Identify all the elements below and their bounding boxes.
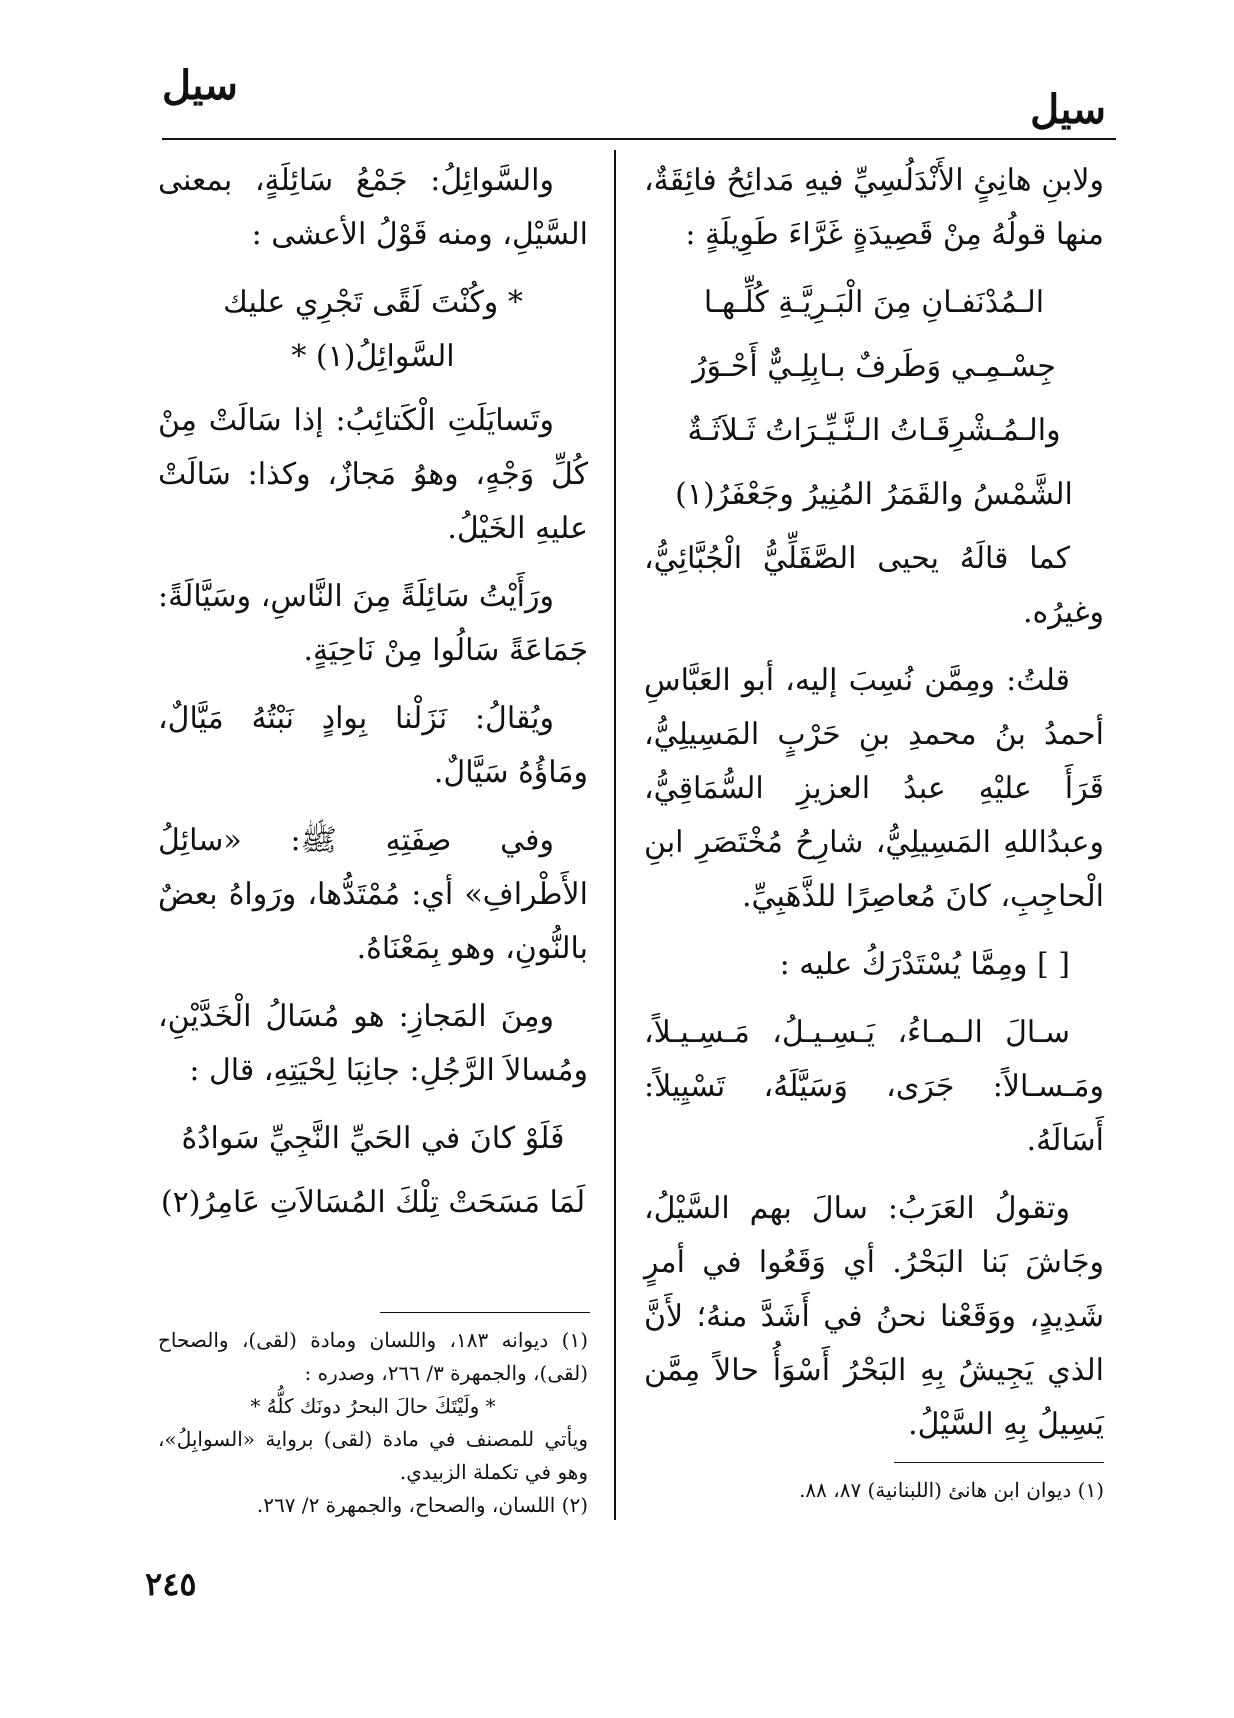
page-number: ٢٤٥ bbox=[145, 1565, 197, 1603]
verse-line: جِسْـمِـي وَطَرفٌ بـابِلِـيٌّ أَحْـوَرُ bbox=[692, 349, 1056, 384]
verse-line: والـمُـشْرِقَـاتُ الـنَّـيِّـرَاتُ ثَـلاَثَـةٌ bbox=[687, 413, 1061, 448]
paragraph: وفي صِفَتِهِ ﷺ: «سائِلُ الأَطْرافِ» أي: مُمْتَدُّها، ورَواهُ بعضٌ بالنُّونِ، وهو بِمَعْنَاهُ. bbox=[158, 823, 588, 966]
paragraph: كما قالَهُ يحيى الصَّقَلِّيُّ الْجُبَّائِيُّ، وغيرُه. bbox=[644, 541, 1104, 630]
paragraph: وتقولُ العَرَبُ: سالَ بهم السَّيْلُ، وجَاشَ بَنا البَحْرُ. أي وَقَعُوا في أمرٍ شَدِيدٍ، ووَقَعْنا نحنُ في أَشَدَّ منهُ؛ لأَنَّ الذي يَجِيشُ بِهِ البَحْرُ أَسْوَأُ حالاً مِمَّن يَسِيلُ بِهِ السَّيْلُ. bbox=[644, 1191, 1104, 1442]
footnote: (١) ديوان ابن هانئ (اللبنانية) ٨٧، ٨٨. bbox=[799, 1478, 1104, 1502]
verse-line: فَلَوْ كانَ في الحَيِّ النَّجِيِّ سَوادُهُ bbox=[181, 1121, 565, 1156]
paragraph: وتَسايَلَتِ الْكَتائِبُ: إذا سَالَتْ مِنْ كُلِّ وَجْهٍ، وهوُ مَجازٌ، وكذا: سَالَتْ عليهِ الخَيْلُ. bbox=[158, 403, 588, 546]
verse-line: الشَّمْسُ والقَمَرُ المُنِيرُ وجَعْفَرُ(١) bbox=[675, 477, 1073, 512]
paragraph: سـالَ الـمـاءُ، يَـسِـيـلُ، مَـسِـيـلاً، ومَـسـالاً: جَرَى، وَسَيَّلَهُ، تَسْيِيلاً: أَسَالَهُ. bbox=[644, 1015, 1104, 1158]
footnotes-left bbox=[158, 1324, 588, 1522]
header-rule bbox=[162, 138, 1116, 140]
right-column bbox=[644, 154, 1104, 1466]
verse-line: * وكُنْتَ لَقًى تَجْرِي عليك السَّوائِلُ(١) * bbox=[223, 285, 523, 374]
paragraph: قلتُ: ومِمَّن نُسِبَ إليه، أبو العَبَّاسِ أحمدُ بنُ محمدِ بنِ حَرْبٍ المَسِيلِيُّ، قَرَأَ عليْهِ عبدُ العزيزِ السُّمَاقِيُّ، وعبدُاللهِ المَسِيلِيُّ، شارِحُ مُخْتَصَرِ ابنِ الْحاجِبِ، كانَ مُعاصِرًا للذَّهَبِيِّ. bbox=[644, 663, 1104, 914]
paragraph: ومِنَ المَجازِ: هو مُسَالُ الْخَدَّيْنِ، ومُسالاَ الرَّجُلِ: جانِبَا لِحْيَتِهِ، قال : bbox=[158, 999, 588, 1088]
paragraph: ويُقالُ: نَزَلْنا بِوادٍ نَبْتُهُ مَيَّالٌ، ومَاؤُهُ سَيَّالٌ. bbox=[158, 701, 588, 790]
footnote: * ولَيْتَكَ حالَ البحرُ دونَك كلُّهُ * bbox=[250, 1394, 496, 1418]
footnote: ويأتي للمصنف في مادة (لقى) برواية «السوابِلُ»، وهو في تكملة الزبيدي. bbox=[158, 1427, 588, 1484]
paragraph: ولابنِ هانِئٍ الأَنْدَلُسِيِّ فيهِ مَدائِحُ فائِقَةٌ، منها قولُهُ مِنْ قَصِيدَةٍ غَرَّاءَ طَوِيلَةٍ : bbox=[644, 163, 1104, 252]
verse-line: الـمُدْنَفـانِ مِنَ الْبَـرِيَّـةِ كُلِّـهـا bbox=[703, 285, 1045, 320]
header-entry-word-left: سيل bbox=[162, 62, 238, 109]
paragraph: والسَّوائِلُ: جَمْعُ سَائِلَةٍ، بمعنى السَّيْلِ، ومنه قَوْلُ الأعشى : bbox=[158, 163, 588, 252]
column-divider bbox=[614, 150, 616, 1520]
paragraph: [ ] ومِمَّا يُسْتَدْرَكُ عليه : bbox=[779, 947, 1070, 982]
left-column bbox=[158, 154, 588, 1240]
footnote: (١) ديوانه ١٨٣، واللسان ومادة (لقى)، والصحاح (لقى)، والجمهرة ٣/ ٢٦٦، وصدره : bbox=[158, 1328, 588, 1385]
header-entry-word-right: سيل bbox=[1030, 86, 1106, 133]
paragraph: ورَأَيْتُ سَائِلَةً مِنَ النَّاسِ، وسَيَّالَةً: جَمَاعَةً سَالُوا مِنْ نَاحِيَةٍ. bbox=[158, 579, 588, 668]
footnote-rule-left bbox=[380, 1312, 590, 1313]
footnote-rule-right bbox=[894, 1462, 1104, 1463]
footnote: (٢) اللسان، والصحاح، والجمهرة ٢/ ٢٦٧. bbox=[256, 1493, 588, 1517]
footnotes-right bbox=[644, 1474, 1104, 1507]
verse-line: لَمَا مَسَحَتْ تِلْكَ المُسَالاَتِ عَامِرُ(٢) bbox=[160, 1185, 586, 1220]
